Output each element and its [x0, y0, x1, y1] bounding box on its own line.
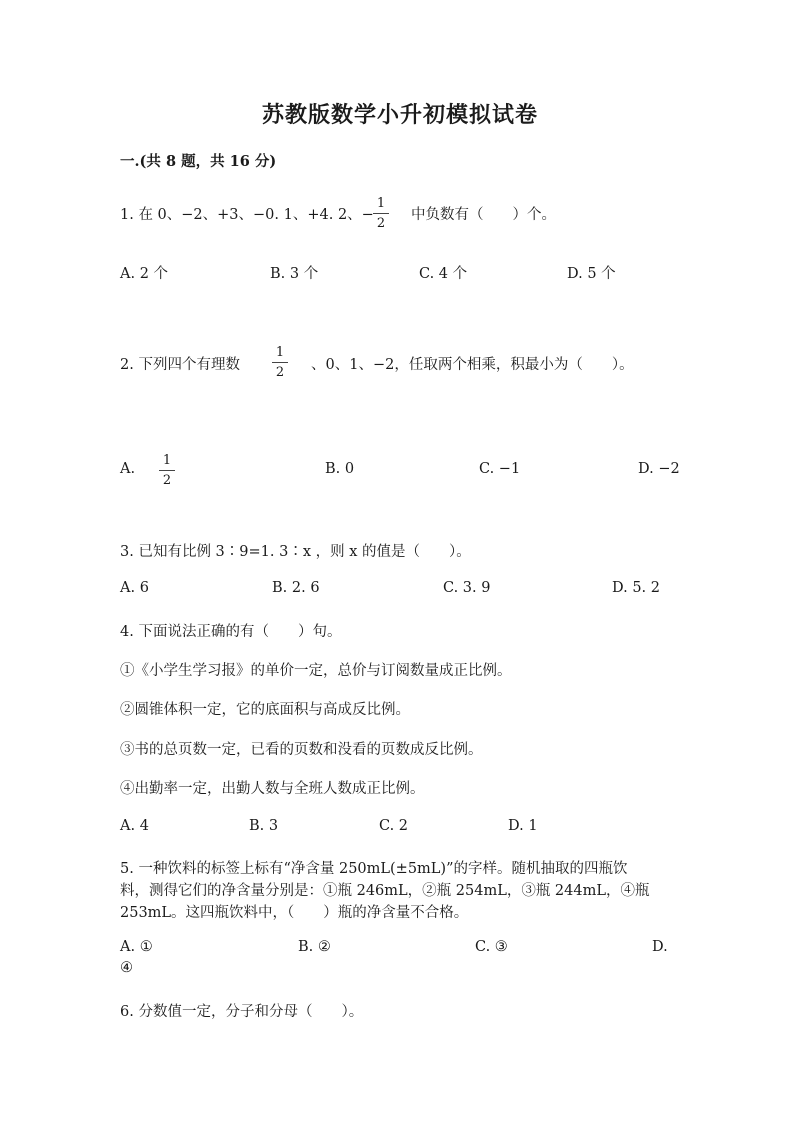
- question-1-option-d: D. 5 个: [567, 266, 616, 282]
- question-2-text-after: 、0、1、−2，任取两个相乘，积最小为（ ）。: [311, 357, 634, 373]
- question-2-fraction: [272, 346, 288, 380]
- question-2-option-a-prefix: A.: [120, 461, 136, 477]
- question-1-fraction: [373, 197, 389, 231]
- question-5-option-b: B. ②: [298, 939, 331, 955]
- question-2-option-d: D. −2: [638, 461, 680, 477]
- question-4-statement-4: ④出勤率一定，出勤人数与全班人数成正比例。: [120, 781, 425, 797]
- fraction-bar: [373, 213, 389, 214]
- fraction-bar: [159, 470, 175, 471]
- question-5-option-a: A. ①: [120, 939, 153, 955]
- page-title: 苏教版数学小升初模拟试卷: [261, 102, 538, 128]
- fraction-bar: [272, 362, 288, 363]
- question-4-statement-2: ②圆锥体积一定，它的底面积与高成反比例。: [120, 702, 410, 718]
- question-4-option-b: B. 3: [249, 818, 279, 834]
- question-4-option-c: C. 2: [379, 818, 409, 834]
- question-1-option-a: A. 2 个: [120, 266, 169, 282]
- question-4-statement-1: ①《小学生学习报》的单价一定，总价与订阅数量成正比例。: [120, 663, 512, 679]
- question-4-option-a: A. 4: [120, 818, 149, 834]
- question-1-text-before: 1. 在 0、−2、+3、−0. 1、+4. 2、−: [120, 207, 374, 223]
- section-heading: 一.(共 8 题，共 16 分): [120, 153, 277, 170]
- question-4-option-d: D. 1: [508, 818, 538, 834]
- fraction-numerator: 1: [275, 345, 285, 360]
- question-3-text: 3. 已知有比例 3∶9=1. 3∶x ，则 x 的值是（ ）。: [120, 544, 471, 560]
- fraction-denominator: 2: [275, 365, 285, 380]
- question-2-option-b: B. 0: [325, 461, 355, 477]
- question-1-option-b: B. 3 个: [270, 266, 319, 282]
- question-1-option-c: C. 4 个: [419, 266, 468, 282]
- question-6-text: 6. 分数值一定，分子和分母（ ）。: [120, 1004, 364, 1020]
- fraction-numerator: 1: [376, 196, 386, 211]
- question-3-option-b: B. 2. 6: [272, 580, 320, 596]
- fraction-denominator: 2: [162, 473, 172, 488]
- fraction-denominator: 2: [376, 216, 386, 231]
- question-5-line-3: 253mL。这四瓶饮料中，（ ）瓶的净含量不合格。: [120, 905, 469, 921]
- question-5-option-c: C. ③: [475, 939, 508, 955]
- question-5-option-d: D.: [652, 939, 668, 955]
- question-2-option-c: C. −1: [479, 461, 521, 477]
- question-2-text-before: 2. 下列四个有理数: [120, 357, 240, 373]
- question-5-line-1: 5. 一种饮料的标签上标有“净含量 250mL(±5mL)”的字样。随机抽取的四瓶饮: [120, 861, 628, 877]
- question-4-text: 4. 下面说法正确的有（ ）句。: [120, 624, 342, 640]
- fraction-numerator: 1: [162, 453, 172, 468]
- question-5-line-2: 料，测得它们的净含量分别是：①瓶 246mL，②瓶 254mL，③瓶 244mL，④瓶: [120, 883, 650, 899]
- question-4-statement-3: ③书的总页数一定，已看的页数和没看的页数成反比例。: [120, 742, 483, 758]
- question-2-option-a-fraction: [159, 454, 175, 488]
- question-3-option-c: C. 3. 9: [443, 580, 491, 596]
- question-1-text-after: 中负数有（ ）个。: [411, 207, 556, 223]
- question-5-option-d-value: ④: [120, 960, 133, 976]
- question-3-option-a: A. 6: [120, 580, 149, 596]
- question-3-option-d: D. 5. 2: [612, 580, 660, 596]
